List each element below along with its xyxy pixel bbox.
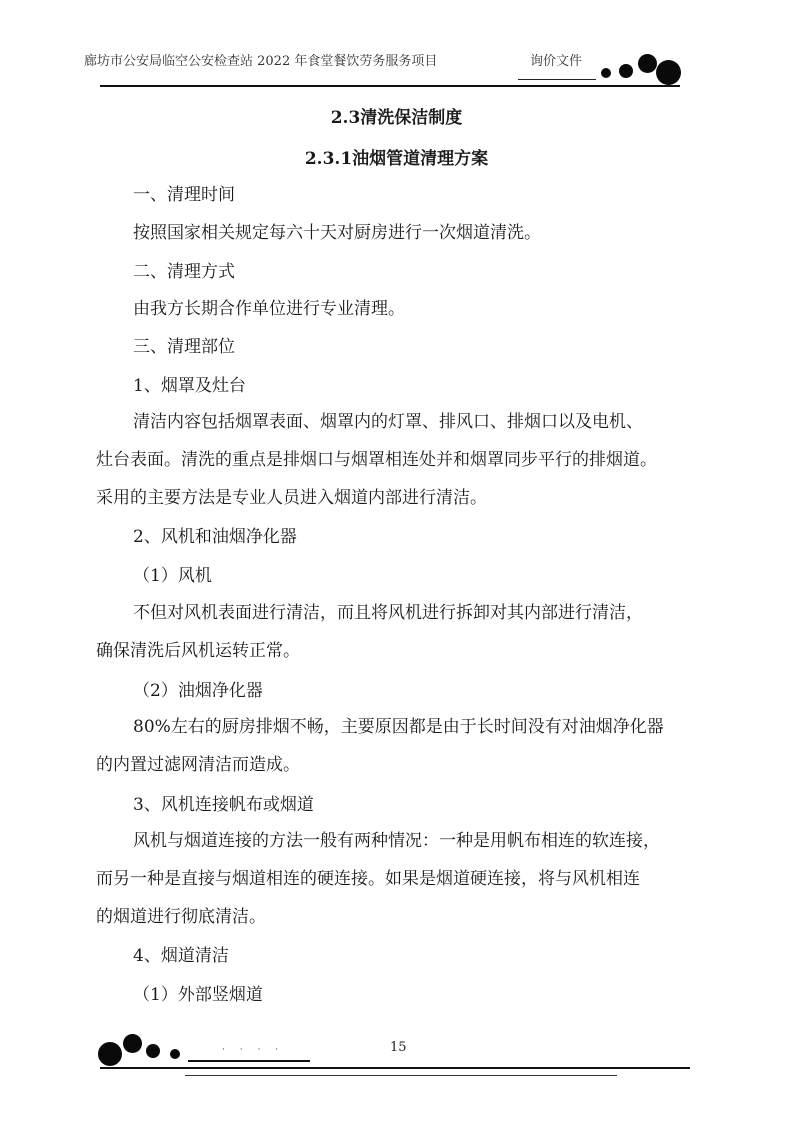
body-line: 清洁内容包括烟罩表面、烟罩内的灯罩、排风口、排烟口以及电机、 xyxy=(133,412,643,432)
body-line: 采用的主要方法是专业人员进入烟道内部进行清洁。 xyxy=(96,488,487,508)
body-line: 一、清理时间 xyxy=(133,185,235,205)
footer-dot-2 xyxy=(123,1034,142,1053)
body-line: 2、风机和油烟净化器 xyxy=(133,527,297,547)
page-number: 15 xyxy=(390,1040,407,1055)
body-line: 由我方长期合作单位进行专业清理。 xyxy=(133,299,405,319)
footer-rule-short xyxy=(188,1060,310,1062)
body-line: 风机与烟道连接的方法一般有两种情况：一种是用帆布相连的软连接， xyxy=(133,831,660,851)
header-doc-type-underline xyxy=(518,79,596,80)
header-doc-type: 询价文件 xyxy=(530,54,583,69)
header-title: 廊坊市公安局临空公安检查站 2022 年食堂餐饮劳务服务项目 xyxy=(84,54,438,69)
body-line: 确保清洗后风机运转正常。 xyxy=(96,641,300,661)
body-line: 而另一种是直接与烟道相连的硬连接。如果是烟道硬连接，将与风机相连 xyxy=(96,869,640,889)
body-line: 的烟道进行彻底清洁。 xyxy=(96,907,266,927)
body-line: 80%左右的厨房排烟不畅，主要原因都是由于长时间没有对油烟净化器 xyxy=(133,717,664,737)
header-rule xyxy=(100,85,680,87)
body-line: 不但对风机表面进行清洁，而且将风机进行拆卸对其内部进行清洁， xyxy=(133,603,643,623)
body-line: （1）外部竖烟道 xyxy=(133,985,263,1005)
header-dot-1 xyxy=(601,68,611,78)
header-dot-3 xyxy=(638,54,657,73)
body-line: （1）风机 xyxy=(133,566,212,586)
body-line: 4、烟道清洁 xyxy=(133,946,229,966)
body-line: 三、清理部位 xyxy=(133,337,235,357)
body-line: （2）油烟净化器 xyxy=(133,681,263,701)
footer-rule-long xyxy=(100,1067,690,1069)
footer-rule-thin xyxy=(185,1075,617,1076)
section-title: 2.3清洗保洁制度 xyxy=(330,108,463,128)
footer-dot-4 xyxy=(170,1049,180,1059)
body-line: 按照国家相关规定每六十天对厨房进行一次烟道清洗。 xyxy=(133,223,541,243)
body-line: 1、烟罩及灶台 xyxy=(133,376,246,396)
footer-dot-3 xyxy=(146,1044,160,1058)
header-dot-2 xyxy=(619,64,633,78)
body-line: 3、风机连接帆布或烟道 xyxy=(133,795,314,815)
body-line: 的内置过滤网清洁而造成。 xyxy=(96,755,300,775)
subsection-title: 2.3.1油烟管道清理方案 xyxy=(304,149,489,169)
header-dot-4 xyxy=(656,60,681,85)
body-line: 灶台表面。清洗的重点是排烟口与烟罩相连处并和烟罩同步平行的排烟道。 xyxy=(96,450,657,470)
footer-specks: · · · · xyxy=(222,1045,285,1055)
body-line: 二、清理方式 xyxy=(133,262,235,282)
footer-dot-1 xyxy=(98,1042,122,1066)
